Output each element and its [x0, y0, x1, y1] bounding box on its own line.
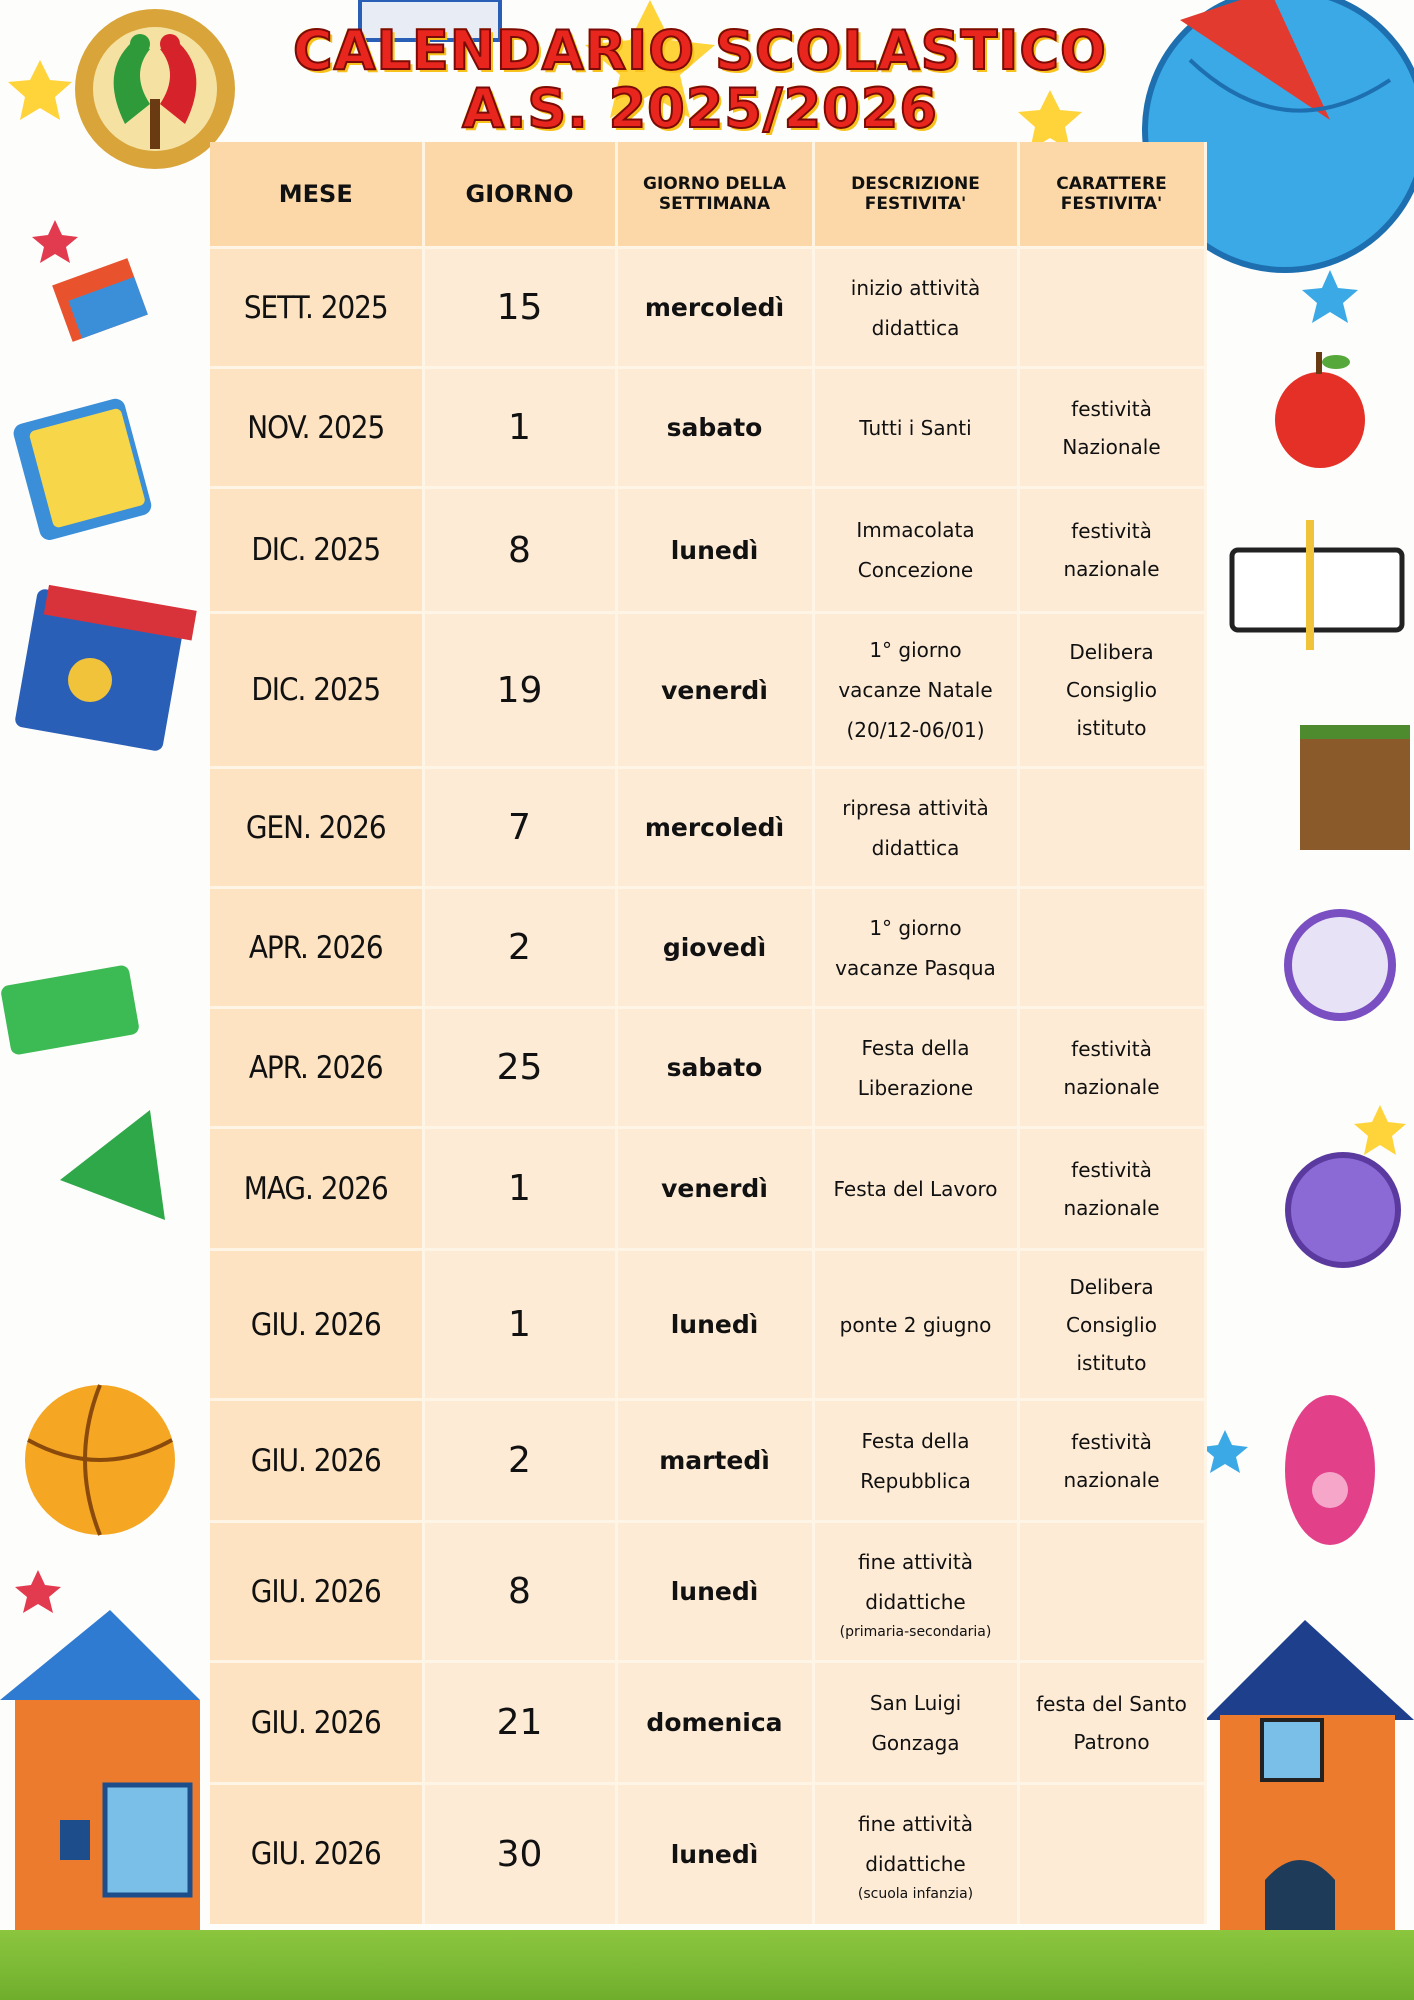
cell-giorno-settimana: lunedì — [616, 488, 813, 613]
table-row — [210, 768, 1205, 888]
cell-giorno-settimana: sabato — [616, 368, 813, 488]
cell-giorno-settimana: lunedì — [616, 1784, 813, 1924]
cell-carattere — [1018, 888, 1205, 1008]
descrizione-line: (20/12-06/01) — [846, 718, 985, 742]
cell-mese: GIU. 2026 — [210, 1784, 423, 1924]
header-mese: MESE — [210, 142, 423, 248]
pencil-case-icon — [0, 964, 165, 1220]
cell-descrizione — [813, 768, 1018, 888]
cell-mese: APR. 2026 — [210, 888, 423, 1008]
cell-giorno: 2 — [423, 1400, 616, 1522]
cell-descrizione — [813, 888, 1018, 1008]
table-row — [210, 1250, 1205, 1400]
carattere-line: Delibera — [1069, 640, 1154, 664]
cell-giorno-settimana: giovedì — [616, 888, 813, 1008]
book-icon — [11, 258, 153, 542]
descrizione-line: didattiche — [865, 1852, 966, 1877]
descrizione-line: Immacolata — [856, 518, 975, 542]
cell-descrizione — [813, 1522, 1018, 1662]
carattere-line: nazionale — [1063, 1074, 1160, 1099]
descrizione-line: didattiche — [865, 1589, 966, 1614]
board-icon — [1232, 520, 1402, 650]
carattere-line: nazionale — [1063, 1467, 1160, 1492]
descrizione-line: Tutti i Santi — [859, 415, 972, 440]
basketball-icon — [25, 1385, 175, 1535]
cell-giorno: 1 — [423, 1250, 616, 1400]
cell-giorno: 25 — [423, 1008, 616, 1128]
cell-carattere — [1018, 248, 1205, 368]
cell-carattere — [1018, 1662, 1205, 1784]
backpack-icon — [14, 585, 197, 752]
cell-descrizione — [813, 488, 1018, 613]
descrizione-line: fine attività — [858, 1549, 973, 1574]
page-title — [270, 19, 1130, 140]
table-row — [210, 1400, 1205, 1522]
cell-mese: GIU. 2026 — [210, 1250, 423, 1400]
cell-mese: GIU. 2026 — [210, 1662, 423, 1784]
carattere-line: istituto — [1076, 1350, 1147, 1375]
descrizione-line: San Luigi — [869, 1690, 962, 1715]
header-descrizione: DESCRIZIONE FESTIVITA' — [813, 142, 1018, 248]
cell-mese: GIU. 2026 — [210, 1522, 423, 1662]
cell-giorno: 2 — [423, 888, 616, 1008]
descrizione-line: Festa della — [861, 1428, 970, 1453]
cell-giorno: 19 — [423, 613, 616, 768]
table-row — [210, 1008, 1205, 1128]
table-row — [210, 1662, 1205, 1784]
cell-giorno-settimana: mercoledì — [616, 768, 813, 888]
cell-carattere — [1018, 1008, 1205, 1128]
carattere-line: festività — [1071, 519, 1152, 543]
table-row — [210, 1522, 1205, 1662]
header-giorno-settimana: GIORNO DELLA SETTIMANA — [616, 142, 813, 248]
carattere-line: Nazionale — [1062, 434, 1161, 459]
carattere-line: Patrono — [1073, 1729, 1150, 1754]
cell-mese: DIC. 2025 — [210, 613, 423, 768]
cell-descrizione — [813, 1250, 1018, 1400]
calendar-table — [210, 142, 1207, 1924]
cell-giorno: 7 — [423, 768, 616, 888]
cell-descrizione — [813, 1128, 1018, 1250]
cell-giorno-settimana: venerdì — [616, 1128, 813, 1250]
carattere-line: festività — [1071, 396, 1152, 421]
descrizione-line: didattica — [871, 835, 960, 860]
grass-strip — [0, 1930, 1414, 2000]
descrizione-line: ponte 2 giugno — [839, 1312, 992, 1337]
cell-giorno-settimana: lunedì — [616, 1522, 813, 1662]
descrizione-line: 1° giorno — [869, 915, 962, 940]
school-house-icon — [1205, 1620, 1414, 1940]
cell-giorno-settimana: domenica — [616, 1662, 813, 1784]
table-header-row — [210, 142, 1205, 248]
header-carattere: CARATTERE FESTIVITA' — [1018, 142, 1205, 248]
cell-descrizione — [813, 1662, 1018, 1784]
carattere-line: festa del Santo — [1036, 1691, 1187, 1716]
cell-giorno: 21 — [423, 1662, 616, 1784]
table-row — [210, 888, 1205, 1008]
cell-giorno: 30 — [423, 1784, 616, 1924]
descrizione-line: inizio attività — [850, 275, 981, 300]
descrizione-line: ripresa attività — [842, 795, 989, 820]
cell-carattere — [1018, 1784, 1205, 1924]
descrizione-note: (primaria-secondaria) — [839, 1623, 992, 1640]
cell-descrizione — [813, 368, 1018, 488]
table-row — [210, 488, 1205, 613]
cell-giorno-settimana: sabato — [616, 1008, 813, 1128]
cell-carattere — [1018, 768, 1205, 888]
cell-mese: SETT. 2025 — [210, 248, 423, 368]
book-icon — [1300, 725, 1410, 850]
descrizione-line: Gonzaga — [871, 1730, 960, 1755]
carattere-line: Consiglio — [1066, 1312, 1157, 1337]
carattere-line: nazionale — [1063, 1195, 1160, 1220]
title-line-1: CALENDARIO SCOLASTICO — [293, 19, 1107, 82]
toy-icon — [1285, 1395, 1375, 1545]
cell-mese: DIC. 2025 — [210, 488, 423, 613]
cell-carattere — [1018, 1522, 1205, 1662]
descrizione-line: Festa della — [861, 1035, 970, 1060]
cell-descrizione — [813, 1400, 1018, 1522]
table-row — [210, 613, 1205, 768]
clock-icon — [1288, 913, 1398, 1265]
cell-mese: GIU. 2026 — [210, 1400, 423, 1522]
descrizione-line: vacanze Pasqua — [835, 955, 996, 980]
cell-mese: GEN. 2026 — [210, 768, 423, 888]
carattere-line: festività — [1071, 1429, 1152, 1454]
table-row — [210, 1784, 1205, 1924]
cell-giorno-settimana: venerdì — [616, 613, 813, 768]
cell-giorno: 8 — [423, 488, 616, 613]
cell-mese: APR. 2026 — [210, 1008, 423, 1128]
descrizione-note: (scuola infanzia) — [857, 1886, 974, 1903]
cell-descrizione — [813, 248, 1018, 368]
cell-carattere — [1018, 1400, 1205, 1522]
table-row — [210, 368, 1205, 488]
cell-giorno: 8 — [423, 1522, 616, 1662]
cell-giorno-settimana: martedì — [616, 1400, 813, 1522]
carattere-line: istituto — [1076, 716, 1147, 740]
cell-carattere — [1018, 1128, 1205, 1250]
cell-giorno: 1 — [423, 1128, 616, 1250]
carattere-line: Delibera — [1069, 1274, 1154, 1299]
carattere-line: Consiglio — [1066, 678, 1157, 702]
cell-carattere — [1018, 1250, 1205, 1400]
carattere-line: nazionale — [1063, 557, 1160, 581]
title-line-2: A.S. 2025/2026 — [462, 77, 938, 140]
cell-mese: MAG. 2026 — [210, 1128, 423, 1250]
cell-carattere — [1018, 488, 1205, 613]
descrizione-line: vacanze Natale — [838, 678, 993, 702]
descrizione-line: didattica — [871, 315, 960, 340]
cell-giorno: 15 — [423, 248, 616, 368]
descrizione-line: Liberazione — [857, 1075, 974, 1100]
cell-descrizione — [813, 1784, 1018, 1924]
descrizione-line: Festa del Lavoro — [833, 1176, 998, 1201]
cell-giorno-settimana: mercoledì — [616, 248, 813, 368]
calendar-body — [210, 248, 1205, 1924]
descrizione-line: Repubblica — [860, 1468, 971, 1493]
cell-giorno-settimana: lunedì — [616, 1250, 813, 1400]
carattere-line: festività — [1071, 1036, 1152, 1061]
cell-giorno: 1 — [423, 368, 616, 488]
header-giorno: GIORNO — [423, 142, 616, 248]
cell-mese: NOV. 2025 — [210, 368, 423, 488]
carattere-line: festività — [1071, 1157, 1152, 1182]
table-row — [210, 1128, 1205, 1250]
table-row — [210, 248, 1205, 368]
cell-carattere — [1018, 368, 1205, 488]
apple-icon — [1275, 352, 1365, 468]
descrizione-line: Concezione — [857, 558, 974, 582]
cell-descrizione — [813, 613, 1018, 768]
school-house-icon — [0, 1610, 200, 1940]
cell-descrizione — [813, 1008, 1018, 1128]
cell-carattere — [1018, 613, 1205, 768]
descrizione-line: fine attività — [858, 1812, 973, 1837]
descrizione-line: 1° giorno — [869, 638, 962, 662]
